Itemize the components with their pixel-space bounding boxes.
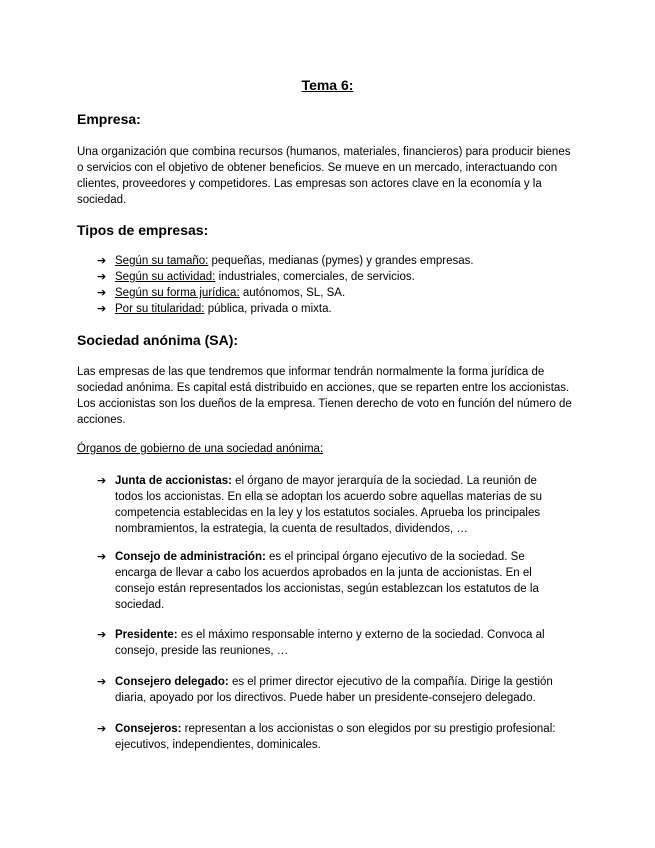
list-item — [97, 627, 567, 659]
organo-text: es el máximo responsable interno y externo de la sociedad. Convoca al consejo, preside las reuniones, … — [115, 629, 545, 657]
organo-text: es el principal órgano ejecutivo de la sociedad. Se encarga de llevar a cabo los acuerdos aprobados en la junta de accionistas. En el consejo están representados los accionistas, según establezcan los estatutos de la sociedad. — [115, 551, 539, 611]
tipo-label: Según su forma jurídica: — [115, 287, 240, 299]
paragraph-sociedad-anonima: Las empresas de las que tendremos que informar tendrán normalmente la forma jurídica de sociedad anónima. Es capital está distribuido en acciones, que se reparten entre los accionistas. Los accionistas son los dueños de la empresa. Tienen derecho de voto en función del número de acciones. — [77, 366, 572, 426]
list-item — [97, 253, 474, 269]
list-item — [97, 269, 474, 285]
heading-tipos: Tipos de empresas: — [77, 222, 209, 238]
tipos-list — [97, 253, 474, 317]
organos-list-4 — [97, 674, 567, 706]
tipo-label: Según su actividad: — [115, 271, 216, 283]
tipo-text: pública, privada o mixta. — [204, 303, 332, 315]
organo-term: Presidente: — [115, 629, 178, 641]
organo-term: Consejeros: — [115, 723, 182, 735]
paragraph-empresa: Una organización que combina recursos (humanos, materiales, financieros) para producir bienes o servicios con el objetivo de obtener beneficios. Se mueve en un mercado, interactuando con clientes, proveedores y competidores. Las empresas son actores clave en la economía y la sociedad. — [77, 146, 571, 206]
arrow-right-icon: ➔ — [97, 303, 107, 315]
arrow-right-icon: ➔ — [97, 723, 107, 735]
organos-list-5 — [97, 721, 567, 753]
organo-term: Junta de accionistas: — [115, 475, 232, 487]
tipo-text: industriales, comerciales, de servicios. — [215, 271, 415, 283]
organo-text: el órgano de mayor jerarquía de la sociedad. La reunión de todos los accionistas. En ella se adoptan los acuerdo sobre aquellas materias de su competencia establecidas en la ley y los estatutos sociales. Aprueba los principales nombramientos, la estrategia, la cuenta de resultados, dividendos, … — [115, 475, 543, 535]
tipo-text: autónomos, SL, SA. — [239, 287, 346, 299]
arrow-right-icon: ➔ — [97, 676, 107, 688]
arrow-right-icon: ➔ — [97, 255, 107, 267]
list-item — [97, 674, 567, 706]
list-item — [97, 473, 567, 537]
tipo-label: Según su tamaño: — [115, 255, 209, 267]
list-item — [97, 549, 567, 613]
list-item — [97, 285, 474, 301]
list-item — [97, 301, 474, 317]
organo-text: es el primer director ejecutivo de la compañía. Dirige la gestión diaria, apoyado por los directivos. Puede haber un presidente-consejero delegado. — [115, 676, 553, 704]
heading-sociedad-anonima: Sociedad anónima (SA): — [77, 332, 239, 348]
heading-empresa: Empresa: — [77, 111, 141, 127]
tipo-text: pequeñas, medianas (pymes) y grandes empresas. — [208, 255, 474, 267]
arrow-right-icon: ➔ — [97, 475, 107, 487]
arrow-right-icon: ➔ — [97, 629, 107, 641]
organo-term: Consejo de administración: — [115, 551, 266, 563]
arrow-right-icon: ➔ — [97, 271, 107, 283]
organos-list-1 — [97, 473, 567, 537]
organos-list-3 — [97, 627, 567, 659]
tipo-label: Por su titularidad: — [115, 303, 205, 315]
arrow-right-icon: ➔ — [97, 551, 107, 563]
page-title: Tema 6: — [301, 77, 354, 93]
subheading-organos: Órganos de gobierno de una sociedad anónima: — [77, 443, 324, 455]
organo-term: Consejero delegado: — [115, 676, 229, 688]
organos-list-2 — [97, 549, 567, 613]
list-item — [97, 721, 567, 753]
organo-text: representan a los accionistas o son elegidos por su prestigio profesional: ejecutivos, independientes, dominicales. — [115, 723, 556, 751]
arrow-right-icon: ➔ — [97, 287, 107, 299]
